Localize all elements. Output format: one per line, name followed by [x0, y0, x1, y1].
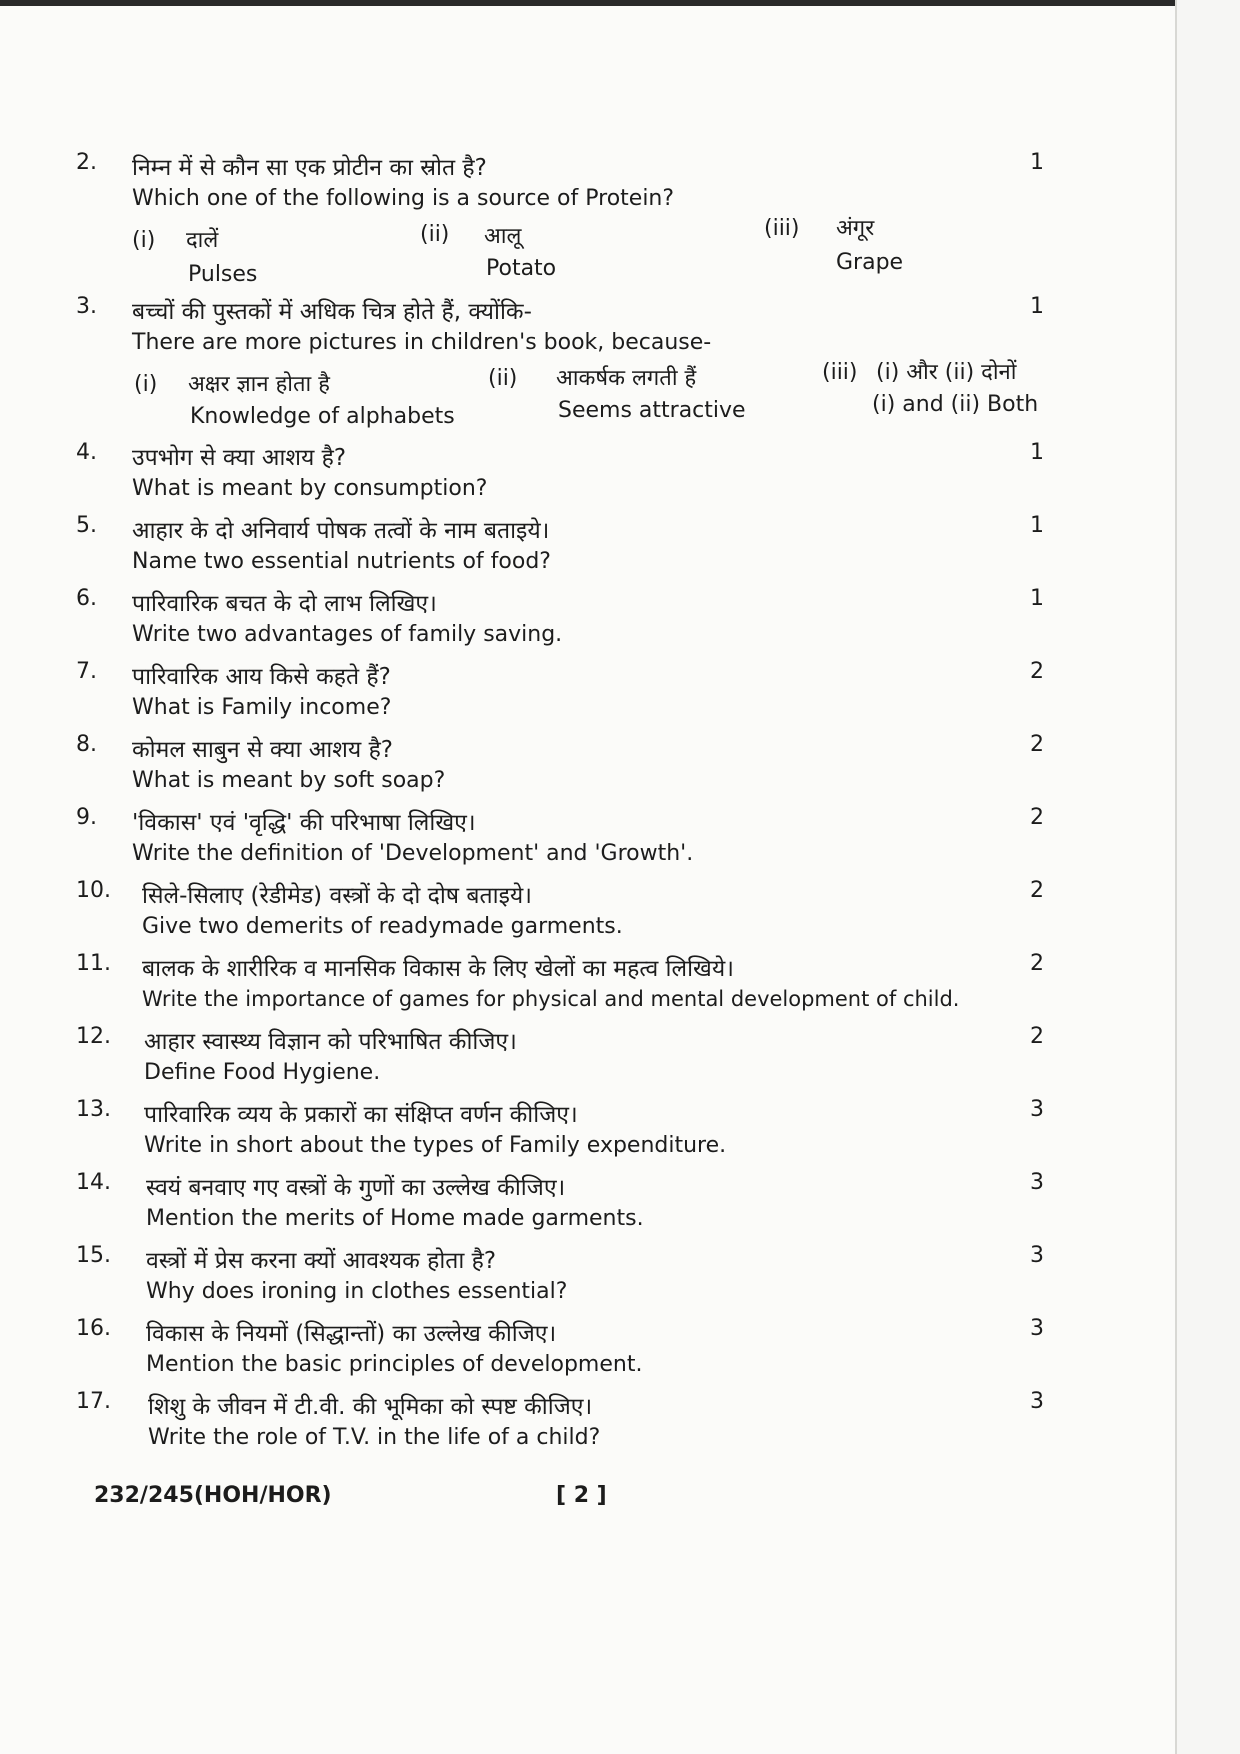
- question-marks: 3: [1030, 1316, 1044, 1341]
- option-label: (iii): [764, 216, 800, 241]
- option-text-english: Seems attractive: [558, 398, 746, 423]
- question-number: 14.: [76, 1170, 111, 1195]
- option-text-english: Pulses: [188, 262, 258, 287]
- question-text-english: Which one of the following is a source of Protein?: [132, 186, 675, 211]
- option-label: (ii): [488, 366, 518, 391]
- option-text-hindi: (i) और (ii) दोनों: [876, 360, 1017, 385]
- option-label: (iii): [822, 360, 858, 385]
- question-number: 2.: [76, 150, 97, 175]
- option-text-hindi: आकर्षक लगती हैं: [556, 366, 697, 391]
- question-text-hindi: 'विकास' एवं 'वृद्धि' की परिभाषा लिखिए।: [132, 810, 476, 836]
- question-marks: 2: [1030, 659, 1044, 684]
- question-number: 16.: [76, 1316, 111, 1341]
- question-marks: 2: [1030, 951, 1044, 976]
- question-number: 10.: [76, 878, 111, 903]
- question-number: 15.: [76, 1243, 111, 1268]
- option-text-hindi: अंगूर: [836, 216, 875, 241]
- question-number: 13.: [76, 1097, 111, 1122]
- question-text-hindi: पारिवारिक आय किसे कहते हैं?: [132, 664, 391, 690]
- question-text-hindi: आहार स्वास्थ्य विज्ञान को परिभाषित कीजिए।: [144, 1029, 517, 1055]
- question-text-hindi: आहार के दो अनिवार्य पोषक तत्वों के नाम बताइये।: [132, 518, 550, 544]
- question-marks: 2: [1030, 1024, 1044, 1049]
- question-marks: 1: [1030, 440, 1044, 465]
- question-text-hindi: बालक के शारीरिक व मानसिक विकास के लिए खेलों का महत्व लिखिये।: [142, 956, 734, 982]
- question-text-english: Write the role of T.V. in the life of a child?: [148, 1425, 601, 1450]
- option-text-english: (i) and (ii) Both: [872, 392, 1039, 417]
- question-text-english: Mention the basic principles of development.: [146, 1352, 643, 1377]
- question-text-hindi: निम्न में से कौन सा एक प्रोटीन का स्रोत है?: [132, 155, 487, 181]
- option-label: (i): [134, 372, 158, 397]
- question-marks: 2: [1030, 805, 1044, 830]
- question-text-hindi: पारिवारिक व्यय के प्रकारों का संक्षिप्त वर्णन कीजिए।: [144, 1102, 578, 1128]
- question-text-english: Why does ironing in clothes essential?: [146, 1279, 568, 1304]
- question-number: 12.: [76, 1024, 111, 1049]
- question-text-english: There are more pictures in children's book, because-: [132, 330, 712, 355]
- question-marks: 3: [1030, 1389, 1044, 1414]
- question-text-english: What is meant by consumption?: [132, 476, 488, 501]
- question-number: 6.: [76, 586, 97, 611]
- question-text-hindi: शिशु के जीवन में टी.वी. की भूमिका को स्पष्ट कीजिए।: [148, 1394, 593, 1420]
- question-marks: 1: [1030, 586, 1044, 611]
- question-number: 17.: [76, 1389, 111, 1414]
- question-marks: 2: [1030, 732, 1044, 757]
- question-marks: 1: [1030, 150, 1044, 175]
- question-text-english: Write in short about the types of Family expenditure.: [144, 1133, 727, 1158]
- question-marks: 3: [1030, 1243, 1044, 1268]
- question-text-hindi: उपभोग से क्या आशय है?: [132, 445, 347, 471]
- question-number: 8.: [76, 732, 97, 757]
- option-label: (i): [132, 228, 156, 253]
- question-text-hindi: बच्चों की पुस्तकों में अधिक चित्र होते हैं, क्योंकि-: [132, 299, 532, 325]
- question-marks: 1: [1030, 513, 1044, 538]
- question-number: 5.: [76, 513, 97, 538]
- question-text-english: Give two demerits of readymade garments.: [142, 914, 623, 939]
- question-text-hindi: कोमल साबुन से क्या आशय है?: [132, 737, 393, 763]
- question-text-english: What is Family income?: [132, 695, 392, 720]
- page-top-edge: [0, 0, 1175, 6]
- option-text-english: Knowledge of alphabets: [190, 404, 455, 429]
- option-text-english: Grape: [836, 250, 904, 275]
- question-marks: 3: [1030, 1097, 1044, 1122]
- option-text-english: Potato: [486, 256, 557, 281]
- option-text-hindi: दालें: [186, 228, 219, 253]
- paper-code: 232/245(HOH/HOR): [94, 1483, 332, 1508]
- question-text-english: Write two advantages of family saving.: [132, 622, 563, 647]
- question-text-hindi: पारिवारिक बचत के दो लाभ लिखिए।: [132, 591, 437, 617]
- question-text-hindi: सिले-सिलाए (रेडीमेड) वस्त्रों के दो दोष बताइये।: [142, 883, 532, 909]
- question-number: 11.: [76, 951, 111, 976]
- option-label: (ii): [420, 222, 450, 247]
- option-text-hindi: आलू: [484, 224, 522, 249]
- question-marks: 3: [1030, 1170, 1044, 1195]
- question-text-english: Write the definition of 'Development' and 'Growth'.: [132, 841, 694, 866]
- question-text-english: Mention the merits of Home made garments.: [146, 1206, 644, 1231]
- question-text-hindi: वस्त्रों में प्रेस करना क्यों आवश्यक होता है?: [146, 1248, 497, 1274]
- question-number: 3.: [76, 294, 97, 319]
- question-text-english: Define Food Hygiene.: [144, 1060, 381, 1085]
- question-text-english: Name two essential nutrients of food?: [132, 549, 551, 574]
- question-number: 4.: [76, 440, 97, 465]
- question-text-english: What is meant by soft soap?: [132, 768, 446, 793]
- question-number: 9.: [76, 805, 97, 830]
- question-text-hindi: स्वयं बनवाए गए वस्त्रों के गुणों का उल्लेख कीजिए।: [146, 1175, 566, 1201]
- question-marks: 2: [1030, 878, 1044, 903]
- option-text-hindi: अक्षर ज्ञान होता है: [188, 372, 330, 397]
- question-number: 7.: [76, 659, 97, 684]
- question-text-hindi: विकास के नियमों (सिद्धान्तों) का उल्लेख कीजिए।: [146, 1321, 557, 1347]
- question-text-english: Write the importance of games for physical and mental development of child.: [142, 987, 960, 1011]
- page-number: [ 2 ]: [556, 1483, 607, 1508]
- question-marks: 1: [1030, 294, 1044, 319]
